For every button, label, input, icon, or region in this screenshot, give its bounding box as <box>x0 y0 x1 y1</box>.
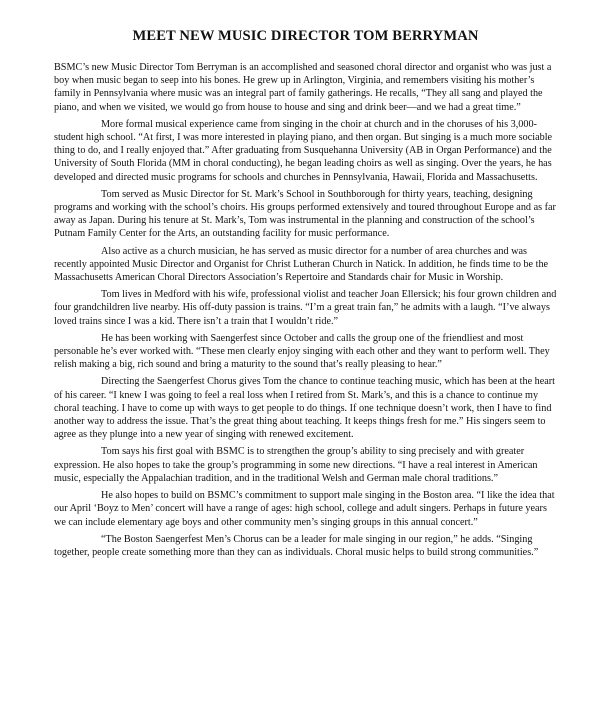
article-title: MEET NEW MUSIC DIRECTOR TOM BERRYMAN <box>132 28 479 44</box>
article-paragraph: More formal musical experience came from singing in the choir at church and in the choruses of his 3,000-student high school. “At first, I was more interested in playing piano, and then organ. But singing is a much more sociable thing to do, and I really enjoyed that.” After graduating from Susquehanna University (AB in Organ Performance) and the University of South Florida (MM in choral conducting), he began leading choirs as well as singing. Over the years, he has developed and directed music programs for schools and churches in Pennsylvania, Hawaii, Florida and Massachusetts. <box>54 118 553 183</box>
article-body <box>54 61 557 559</box>
article-paragraph: BSMC’s new Music Director Tom Berryman is an accomplished and seasoned choral director and organist who was just a boy when music began to seep into his bones. He grew up in Arlington, Virginia, and remembers visiting his mother’s family in Pennsylvania where music was an integral part of family gatherings. He recalls, “They all sang and played the piano, and when we visited, we would go from house to house and sing and drink beer—and we had a great time.” <box>54 62 552 113</box>
article-paragraph: Tom says his first goal with BSMC is to strengthen the group’s ability to sing precisely and with greater expression. He also hopes to take the group’s programming in some new directions. “I have a real interest in American music, especially the Appalachian tradition, and in the traditional Welsh and German male choral traditions.” <box>54 446 538 484</box>
article-paragraph: Tom lives in Medford with his wife, professional violist and teacher Joan Ellersick; his four grown children and four grandchildren live nearby. His off-duty passion is trains. “I’m a great train fan,” he admits with a laugh. “I’ve always loved trains since I was a kid. There isn’t a train that I wouldn’t ride.” <box>54 289 557 327</box>
article-paragraph: He has been working with Saengerfest since October and calls the group one of the friendliest and most personable he’s ever worked with. “These men clearly enjoy singing with each other and they want to perform well. They relish making a big, rich sound and bring a maturity to the sound that’s really pleasing to hear.” <box>54 332 550 371</box>
article-paragraph: He also hopes to build on BSMC’s commitment to support male singing in the Boston area. “I like the idea that our April ‘Boyz to Men’ concert will have a range of ages: high school, college and adult singers. Perhaps in future years we can include elementary age boys and other community men’s singing groups in this annual concert.” <box>54 490 555 528</box>
article-paragraph: Tom served as Music Director for St. Mark’s School in Southborough for thirty years, teaching, designing programs and working with the school’s choirs. His groups performed extensively and toured throughout Europe and as far away as Japan. During his tenure at St. Mark’s, Tom was instrumental in the planning and construction of the school’s Putnam Family Center for the Arts, an outstanding facility for music performance. <box>54 188 556 240</box>
article-paragraph: “The Boston Saengerfest Men’s Chorus can be a leader for male singing in our region,” he adds. “Singing together, people create something more than they can as individuals. Choral music helps to build strong communities.” <box>54 533 539 558</box>
article-paragraph: Directing the Saengerfest Chorus gives Tom the chance to continue teaching music, which has been at the heart of his career. “I knew I was going to feel a real loss when I retired from St. Mark’s, and this is a chance to continue my choral teaching. I have to come up with ways to get people to do things. If one technique doesn’t work, then I have to find another way to address the issue. That’s the great thing about teaching. It keeps things fresh for me.” His singers seem to agree as they plunge into a new year of singing with renewed excitement. <box>54 376 555 441</box>
article-paragraph: Also active as a church musician, he has served as music director for a number of area churches and was recently appointed Music Director and Organist for Christ Lutheran Church in Natick. In addition, he finds time to be the Massachusetts American Choral Directors Association’s Repertoire and Standards chair for Music in Worship. <box>54 245 549 284</box>
